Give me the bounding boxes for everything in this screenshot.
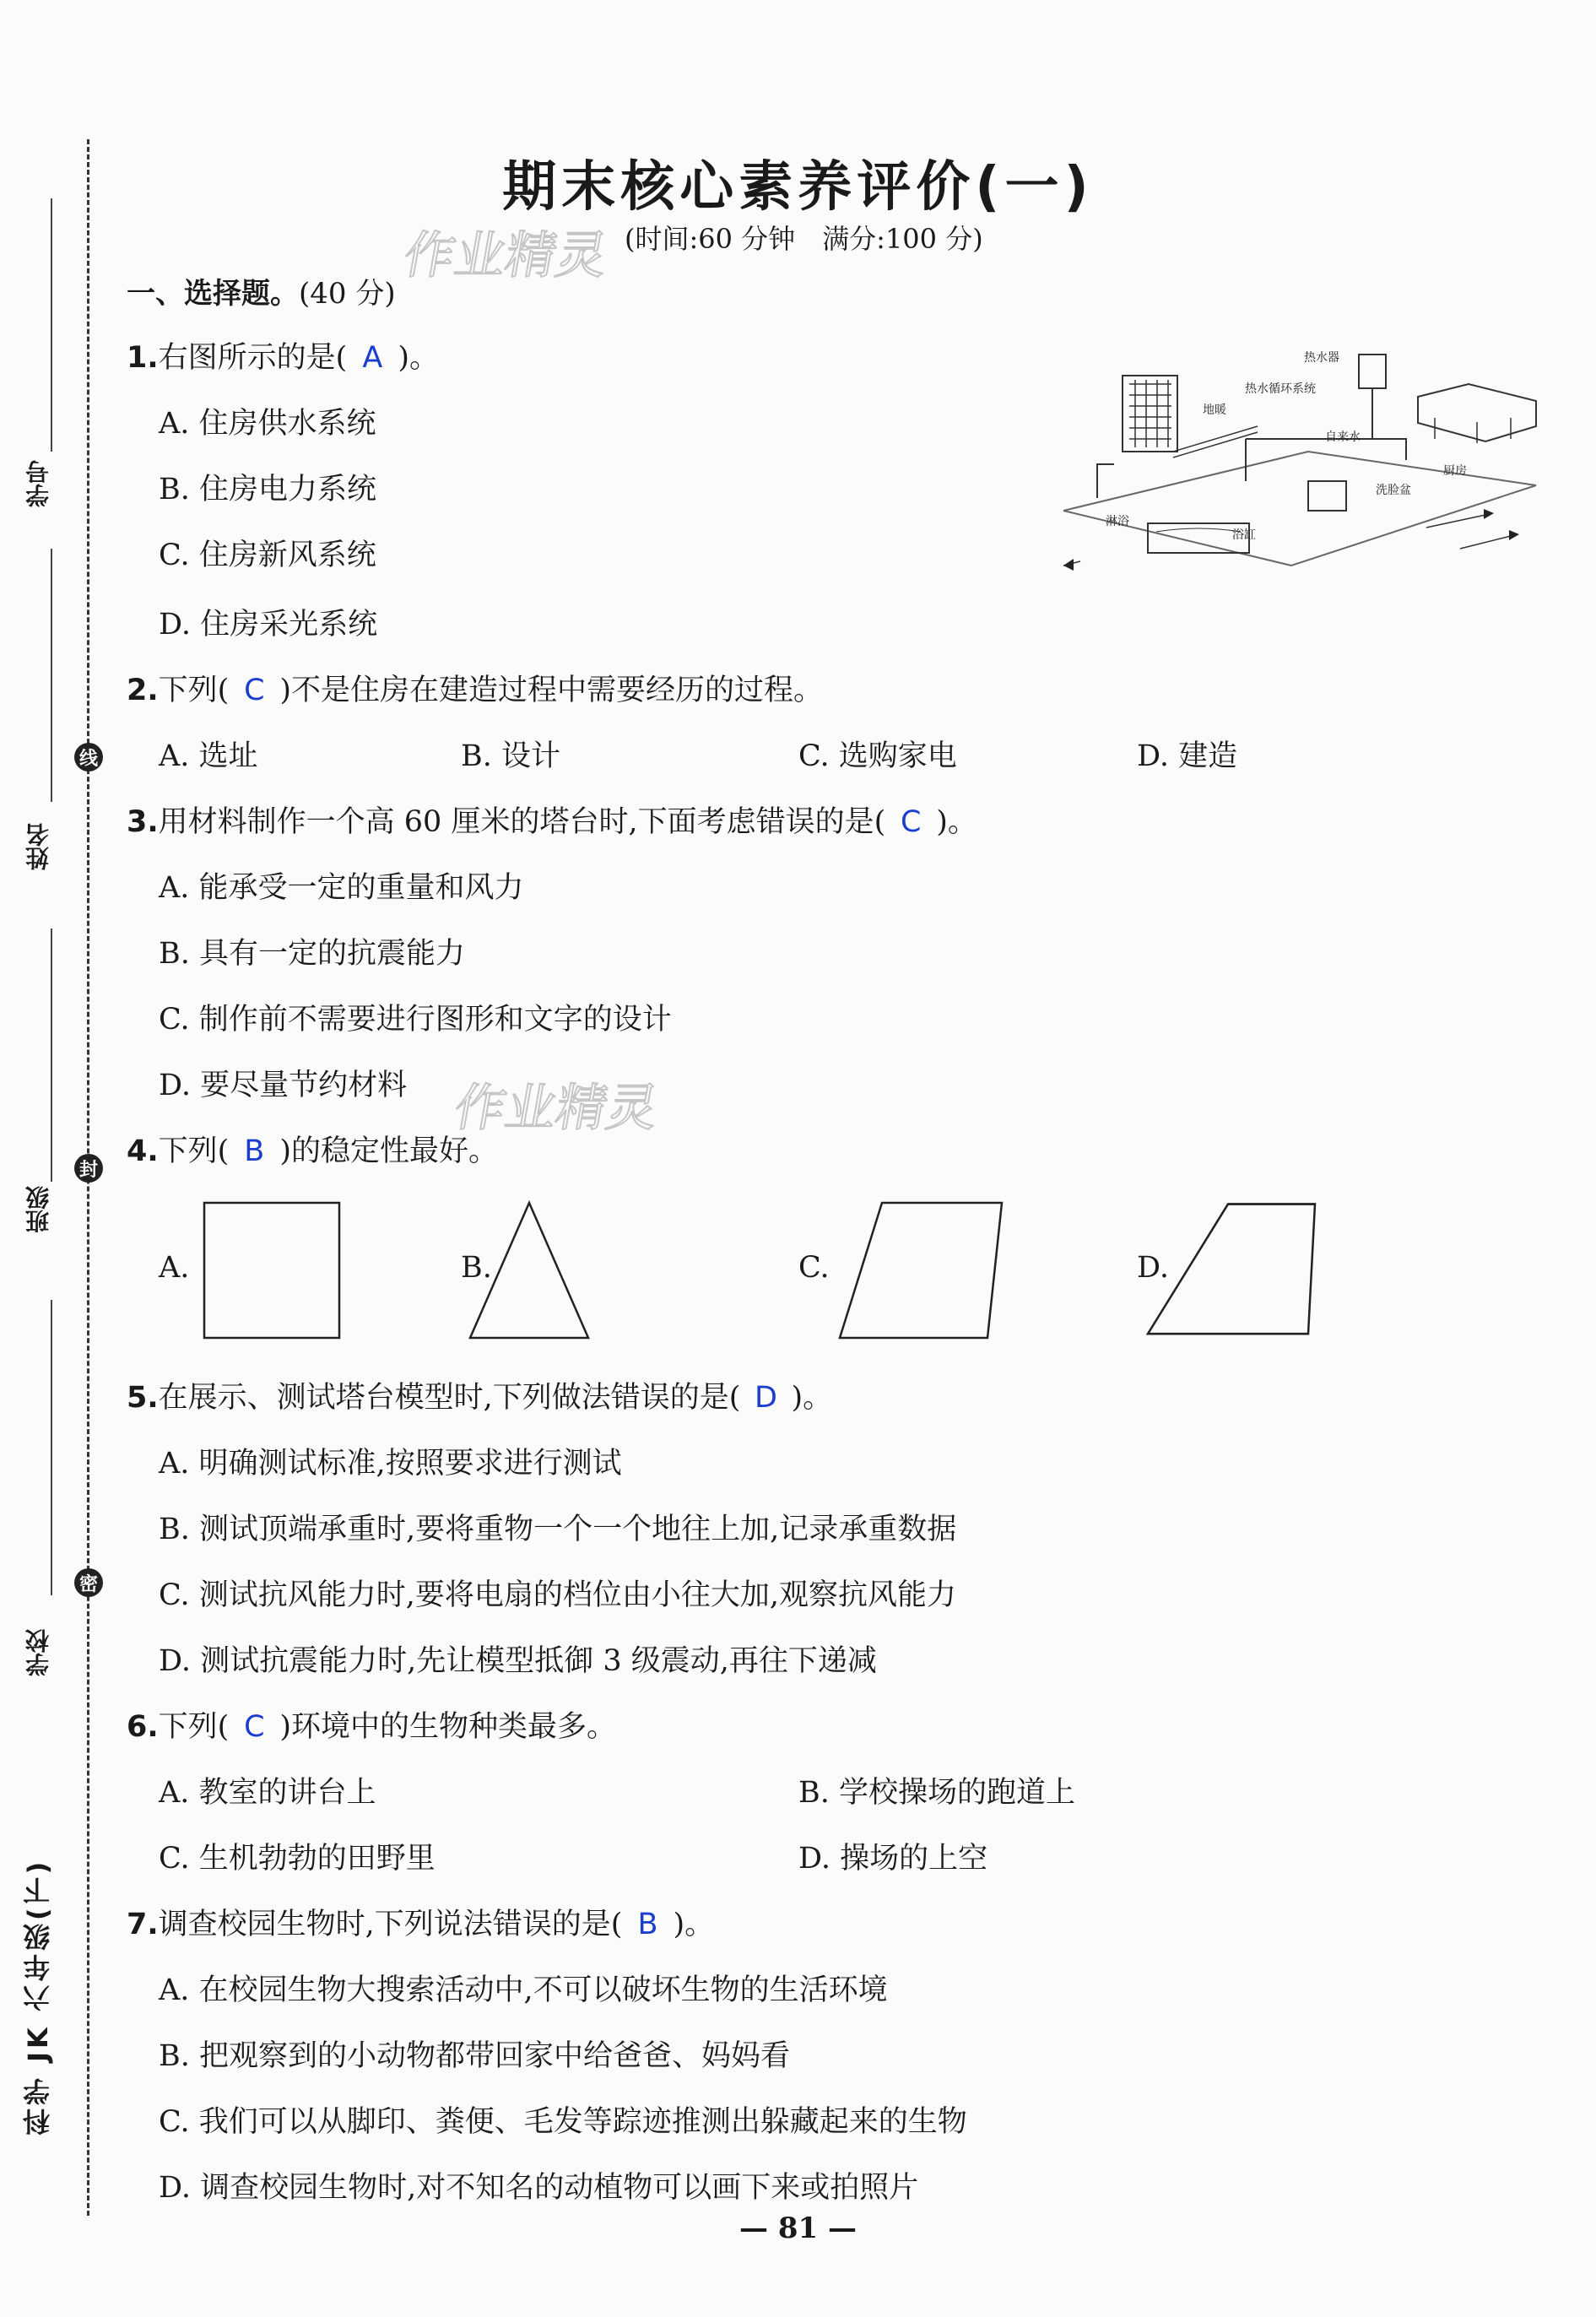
question-5: 5.在展示、测试塔台模型时,下列做法错误的是( D )。: [127, 1381, 833, 1415]
question-4: 4.下列( B )的稳定性最好。: [127, 1134, 498, 1168]
answer-2: C: [244, 674, 265, 707]
q2-option-a: A. 选址: [159, 739, 258, 773]
q4-option-c: C.: [798, 1251, 830, 1285]
question-1: 1.右图所示的是( A )。: [127, 341, 439, 375]
q1-option-b: B. 住房电力系统: [159, 473, 376, 506]
label-kitchen: 厨房: [1443, 464, 1467, 478]
answer-7: B: [637, 1908, 658, 1941]
label-floor-heat: 地暖: [1203, 403, 1226, 417]
q5-option-c: C. 测试抗风能力时,要将电扇的档位由小往大加,观察抗风能力: [159, 1578, 957, 1612]
answer-1: A: [362, 341, 383, 375]
q7-option-d: D. 调查校园生物时,对不知名的动植物可以画下来或拍照片: [159, 2171, 919, 2205]
field-label-name: 姓名: [24, 823, 52, 870]
triangle-shape: [470, 1203, 588, 1338]
q7-option-c: C. 我们可以从脚印、粪便、毛发等踪迹推测出躲藏起来的生物: [159, 2105, 967, 2139]
q1-option-c: C. 住房新风系统: [159, 539, 376, 572]
house-water-system-diagram: [1055, 338, 1545, 591]
name-underline: [51, 549, 52, 802]
page-title: 期末核心素养评价(一): [502, 156, 1094, 219]
label-tap-water: 自来水: [1325, 430, 1361, 444]
question-6: 6.下列( C )环境中的生物种类最多。: [127, 1710, 616, 1744]
subject-grade-label: 科学 JK 六年级(下): [22, 1858, 54, 2136]
q4-option-b: B.: [461, 1251, 492, 1285]
answer-6: C: [244, 1710, 265, 1744]
q6-option-c: C. 生机勃勃的田野里: [159, 1842, 436, 1876]
q7-option-a: A. 在校园生物大搜索活动中,不可以破坏生物的生活环境: [159, 1973, 888, 2007]
watermark: 作业精灵: [449, 1079, 663, 1138]
watermark: 作业精灵: [398, 226, 613, 285]
q3-option-a: A. 能承受一定的重量和风力: [159, 871, 524, 905]
question-2: 2.下列( C )不是住房在建造过程中需要经历的过程。: [127, 674, 823, 707]
student-id-underline: [51, 198, 52, 452]
q1-option-a: A. 住房供水系统: [159, 407, 376, 441]
square-shape: [204, 1203, 339, 1338]
answer-5: D: [754, 1381, 777, 1415]
label-basin: 洗脸盆: [1376, 484, 1411, 497]
q7-option-b: B. 把观察到的小动物都带回家中给爸爸、妈妈看: [159, 2039, 790, 2073]
parallelogram-shape: [840, 1203, 1002, 1338]
q6-option-b: B. 学校操场的跑道上: [798, 1776, 1075, 1810]
field-label-school: 学校: [24, 1629, 52, 1676]
q4-option-d: D.: [1137, 1251, 1169, 1285]
label-shower: 淋浴: [1106, 515, 1129, 528]
q5-option-d: D. 测试抗震能力时,先让模型抵御 3 级震动,再往下递减: [159, 1644, 877, 1678]
answer-4: B: [244, 1134, 265, 1168]
q3-option-b: B. 具有一定的抗震能力: [159, 937, 465, 971]
q2-option-c: C. 选购家电: [798, 739, 957, 773]
q4-option-a: A.: [159, 1251, 190, 1285]
page-number: — 81 —: [739, 2211, 857, 2245]
q6-option-a: A. 教室的讲台上: [159, 1776, 376, 1810]
label-bathtub: 浴缸: [1232, 528, 1256, 542]
section-heading: 一、选择题。(40 分): [127, 277, 396, 311]
seal-line-char: 线: [74, 743, 103, 771]
q5-option-a: A. 明确测试标准,按照要求进行测试: [159, 1447, 622, 1481]
exam-time-score: (时间:60 分钟 满分:100 分): [625, 223, 983, 255]
field-label-class: 班级: [24, 1186, 52, 1233]
q2-option-b: B. 设计: [461, 739, 560, 773]
q3-option-c: C. 制作前不需要进行图形和文字的设计: [159, 1003, 672, 1037]
question-3: 3.用材料制作一个高 60 厘米的塔台时,下面考虑错误的是( C )。: [127, 805, 977, 839]
trapezoid-shape: [1148, 1205, 1315, 1334]
seal-secret-char: 密: [74, 1568, 103, 1597]
field-label-student-id: 学号: [24, 460, 52, 507]
q6-option-d: D. 操场的上空: [798, 1842, 988, 1876]
answer-3: C: [901, 805, 922, 839]
question-7: 7.调查校园生物时,下列说法错误的是( B )。: [127, 1908, 715, 1941]
q4-shapes: [194, 1194, 1376, 1346]
q3-option-d: D. 要尽量节约材料: [159, 1069, 408, 1102]
seal-seal-char: 封: [74, 1154, 103, 1183]
q5-option-b: B. 测试顶端承重时,要将重物一个一个地往上加,记录承重数据: [159, 1513, 957, 1546]
q2-option-d: D. 建造: [1137, 739, 1238, 773]
label-loop: 热水循环系统: [1245, 382, 1316, 396]
school-underline: [51, 1300, 52, 1595]
label-heater: 热水器: [1304, 351, 1339, 365]
class-underline: [51, 928, 52, 1182]
q1-option-d: D. 住房采光系统: [159, 608, 378, 642]
